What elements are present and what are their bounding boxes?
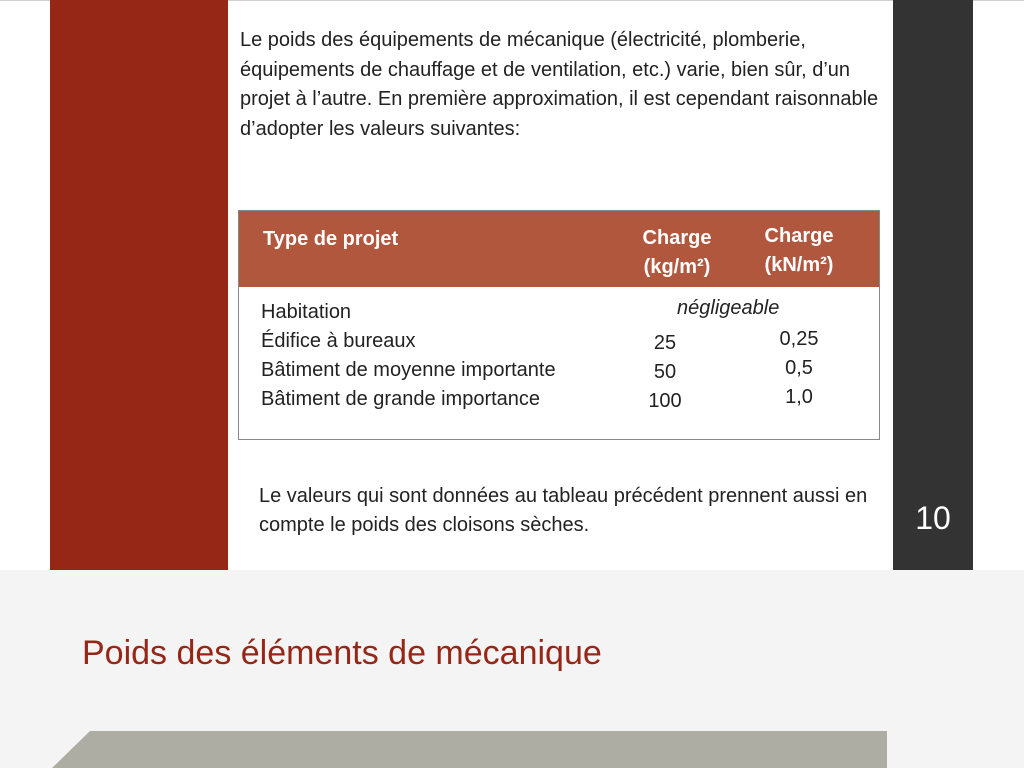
header-charge-kn-line1: Charge [764, 225, 834, 247]
row-charge-kn: 1,0 [785, 386, 813, 408]
header-charge-kg-line1: Charge [642, 227, 712, 249]
row-name: Bâtiment de moyenne importante [261, 359, 556, 381]
header-charge-kn [739, 222, 859, 280]
row-charge-kn: 0,25 [779, 328, 819, 350]
header-charge-kg-line2: (kg/m²) [643, 256, 711, 278]
intro-paragraph: Le poids des équipements de mécanique (électricité, plomberie, équipements de chauffage et de ventilation, etc.) varie, bien sûr, d’un projet à l’autre. En première approximation, il est cependant raisonnable d’adopter les valeurs suivantes: [240, 29, 879, 140]
accent-bar-left [50, 0, 228, 570]
footer-band [52, 731, 887, 768]
loads-table [238, 210, 880, 440]
table-row [239, 297, 879, 330]
header-project-type: Type de projet [263, 228, 399, 250]
accent-bar-right [893, 0, 973, 570]
row-charge-kg: 50 [653, 361, 677, 383]
row-charge-kn: 0,5 [785, 357, 813, 379]
table-row [239, 359, 879, 388]
table-header [239, 211, 879, 287]
row-charge-kg: 25 [653, 332, 677, 354]
note-paragraph: Le valeurs qui sont données au tableau précédent prennent aussi en compte le poids des cloisons sèches. [259, 485, 868, 536]
table-row [239, 388, 879, 417]
row-name: Bâtiment de grande importance [261, 388, 541, 410]
header-charge-kg [617, 224, 737, 282]
row-name: Édifice à bureaux [261, 330, 416, 352]
slide-title: Poids des éléments de mécanique [82, 634, 602, 672]
table-row [239, 330, 879, 359]
negligible-label: négligeable [677, 297, 780, 319]
row-charge-kg: 100 [648, 390, 682, 412]
table-body [239, 297, 879, 417]
page-number: 10 [915, 500, 951, 536]
header-charge-kn-line2: (kN/m²) [764, 254, 834, 276]
row-name: Habitation [261, 301, 352, 323]
